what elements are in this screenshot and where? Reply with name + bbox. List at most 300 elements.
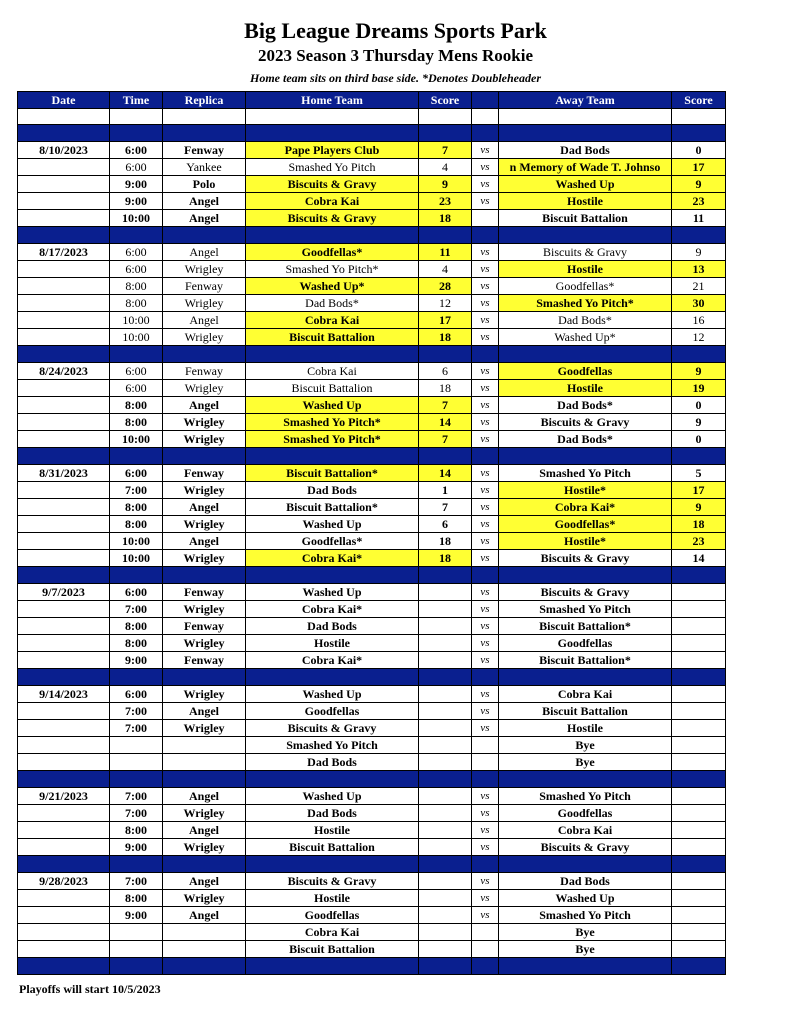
col-header-home-score: Score — [419, 92, 472, 109]
time-cell: 7:00 — [110, 482, 163, 499]
game-row — [18, 210, 726, 227]
field-cell: Wrigley — [163, 482, 246, 499]
field-cell: Wrigley — [163, 601, 246, 618]
empty-cell — [18, 125, 110, 142]
page-title: Big League Dreams Sports Park — [244, 18, 547, 43]
home-team-cell: Pape Players Club — [246, 142, 419, 159]
away-score-cell: 23 — [672, 193, 726, 210]
empty-cell — [419, 771, 472, 788]
time-cell: 10:00 — [110, 312, 163, 329]
date-cell — [18, 295, 110, 312]
home-score-cell — [419, 941, 472, 958]
vs-cell: vs — [472, 244, 499, 261]
time-cell: 10:00 — [110, 210, 163, 227]
home-score-cell: 6 — [419, 363, 472, 380]
away-team-cell: Biscuit Battalion — [499, 210, 672, 227]
date-cell — [18, 312, 110, 329]
empty-cell — [163, 448, 246, 465]
col-header-vs — [472, 92, 499, 109]
game-row — [18, 822, 726, 839]
game-row — [18, 176, 726, 193]
away-score-cell — [672, 788, 726, 805]
empty-cell — [499, 109, 672, 125]
date-cell — [18, 380, 110, 397]
vs-cell: vs — [472, 533, 499, 550]
empty-cell — [110, 958, 163, 975]
date-cell — [18, 533, 110, 550]
away-team-cell: Washed Up* — [499, 329, 672, 346]
game-row — [18, 805, 726, 822]
empty-cell — [246, 771, 419, 788]
empty-cell — [419, 567, 472, 584]
field-cell: Wrigley — [163, 890, 246, 907]
vs-cell: vs — [472, 278, 499, 295]
vs-cell: vs — [472, 873, 499, 890]
home-score-cell: 7 — [419, 142, 472, 159]
vs-cell: vs — [472, 788, 499, 805]
game-row — [18, 295, 726, 312]
away-score-cell — [672, 822, 726, 839]
home-team-cell: Biscuit Battalion — [246, 839, 419, 856]
empty-cell — [419, 669, 472, 686]
away-team-cell: Hostile — [499, 193, 672, 210]
field-cell: Wrigley — [163, 414, 246, 431]
away-team-cell: Bye — [499, 754, 672, 771]
away-score-cell: 17 — [672, 159, 726, 176]
game-row — [18, 907, 726, 924]
game-row — [18, 533, 726, 550]
game-row — [18, 941, 726, 958]
game-row — [18, 788, 726, 805]
date-cell: 8/31/2023 — [18, 465, 110, 482]
away-score-cell: 0 — [672, 142, 726, 159]
date-cell — [18, 737, 110, 754]
field-cell: Wrigley — [163, 550, 246, 567]
away-score-cell: 17 — [672, 482, 726, 499]
empty-cell — [110, 448, 163, 465]
away-team-cell: Dad Bods — [499, 142, 672, 159]
vs-cell: vs — [472, 380, 499, 397]
empty-cell — [246, 958, 419, 975]
empty-cell — [672, 448, 726, 465]
empty-cell — [499, 448, 672, 465]
home-team-cell: Biscuit Battalion* — [246, 465, 419, 482]
home-score-cell — [419, 720, 472, 737]
date-cell: 9/7/2023 — [18, 584, 110, 601]
game-row — [18, 737, 726, 754]
away-team-cell: Goodfellas — [499, 805, 672, 822]
field-cell: Fenway — [163, 652, 246, 669]
date-cell: 8/10/2023 — [18, 142, 110, 159]
date-cell — [18, 652, 110, 669]
empty-cell — [110, 771, 163, 788]
vs-cell: vs — [472, 312, 499, 329]
empty-cell — [110, 567, 163, 584]
time-cell: 6:00 — [110, 584, 163, 601]
empty-cell — [246, 227, 419, 244]
away-score-cell — [672, 907, 726, 924]
vs-cell: vs — [472, 261, 499, 278]
home-team-cell: Goodfellas — [246, 703, 419, 720]
week-separator-row — [18, 227, 726, 244]
home-score-cell — [419, 584, 472, 601]
field-cell: Yankee — [163, 159, 246, 176]
date-cell — [18, 550, 110, 567]
time-cell: 6:00 — [110, 686, 163, 703]
time-cell: 7:00 — [110, 720, 163, 737]
home-score-cell — [419, 618, 472, 635]
empty-cell — [472, 346, 499, 363]
home-team-cell: Biscuit Battalion — [246, 380, 419, 397]
away-team-cell: Biscuit Battalion* — [499, 618, 672, 635]
game-row — [18, 482, 726, 499]
empty-cell — [18, 856, 110, 873]
field-cell: Angel — [163, 907, 246, 924]
time-cell: 8:00 — [110, 635, 163, 652]
home-score-cell — [419, 788, 472, 805]
vs-cell: vs — [472, 601, 499, 618]
game-row — [18, 720, 726, 737]
col-header-time: Time — [110, 92, 163, 109]
schedule-table — [17, 91, 726, 975]
time-cell: 6:00 — [110, 465, 163, 482]
empty-cell — [110, 856, 163, 873]
vs-cell: vs — [472, 890, 499, 907]
game-row — [18, 465, 726, 482]
date-cell — [18, 329, 110, 346]
away-team-cell: Smashed Yo Pitch — [499, 907, 672, 924]
field-cell: Angel — [163, 210, 246, 227]
empty-cell — [499, 771, 672, 788]
week-separator-row — [18, 669, 726, 686]
home-team-cell: Dad Bods — [246, 618, 419, 635]
time-cell: 9:00 — [110, 193, 163, 210]
away-score-cell: 23 — [672, 533, 726, 550]
away-score-cell: 9 — [672, 176, 726, 193]
field-cell: Fenway — [163, 363, 246, 380]
col-header-replica: Replica — [163, 92, 246, 109]
game-row — [18, 839, 726, 856]
date-cell — [18, 278, 110, 295]
away-team-cell: Smashed Yo Pitch* — [499, 295, 672, 312]
col-header-away-team: Away Team — [499, 92, 672, 109]
game-row — [18, 380, 726, 397]
field-cell: Fenway — [163, 465, 246, 482]
vs-cell: vs — [472, 295, 499, 312]
time-cell: 8:00 — [110, 516, 163, 533]
home-team-cell: Cobra Kai* — [246, 652, 419, 669]
empty-cell — [672, 669, 726, 686]
field-cell: Angel — [163, 397, 246, 414]
date-cell: 8/17/2023 — [18, 244, 110, 261]
time-cell: 7:00 — [110, 788, 163, 805]
away-team-cell: Biscuits & Gravy — [499, 244, 672, 261]
date-cell — [18, 720, 110, 737]
date-cell — [18, 618, 110, 635]
empty-cell — [246, 669, 419, 686]
time-cell — [110, 737, 163, 754]
empty-cell — [419, 125, 472, 142]
home-score-cell: 23 — [419, 193, 472, 210]
home-team-cell: Goodfellas — [246, 907, 419, 924]
vs-cell: vs — [472, 159, 499, 176]
empty-cell — [246, 567, 419, 584]
away-score-cell: 12 — [672, 329, 726, 346]
away-score-cell — [672, 720, 726, 737]
home-team-cell: Cobra Kai — [246, 924, 419, 941]
away-team-cell: Smashed Yo Pitch — [499, 465, 672, 482]
vs-cell: vs — [472, 822, 499, 839]
empty-cell — [499, 346, 672, 363]
time-cell: 6:00 — [110, 142, 163, 159]
away-score-cell: 9 — [672, 499, 726, 516]
date-cell — [18, 941, 110, 958]
vs-cell: vs — [472, 635, 499, 652]
home-score-cell: 18 — [419, 533, 472, 550]
vs-cell: vs — [472, 142, 499, 159]
away-score-cell — [672, 839, 726, 856]
empty-cell — [472, 125, 499, 142]
time-cell: 7:00 — [110, 873, 163, 890]
home-team-cell: Hostile — [246, 635, 419, 652]
game-row — [18, 754, 726, 771]
empty-cell — [110, 109, 163, 125]
game-row — [18, 261, 726, 278]
away-team-cell: Biscuits & Gravy — [499, 414, 672, 431]
time-cell: 8:00 — [110, 618, 163, 635]
date-cell: 9/14/2023 — [18, 686, 110, 703]
away-team-cell: Biscuits & Gravy — [499, 584, 672, 601]
date-cell — [18, 499, 110, 516]
away-team-cell: Biscuit Battalion* — [499, 652, 672, 669]
home-team-cell: Washed Up — [246, 788, 419, 805]
home-team-cell: Washed Up — [246, 686, 419, 703]
home-score-cell: 12 — [419, 295, 472, 312]
away-team-cell: Biscuits & Gravy — [499, 550, 672, 567]
time-cell: 8:00 — [110, 822, 163, 839]
home-score-cell — [419, 737, 472, 754]
empty-cell — [246, 448, 419, 465]
empty-cell — [419, 856, 472, 873]
vs-cell: vs — [472, 686, 499, 703]
away-score-cell: 18 — [672, 516, 726, 533]
date-cell — [18, 635, 110, 652]
home-team-cell: Hostile — [246, 822, 419, 839]
field-cell: Angel — [163, 822, 246, 839]
empty-cell — [472, 448, 499, 465]
game-row — [18, 193, 726, 210]
away-score-cell — [672, 601, 726, 618]
away-score-cell — [672, 686, 726, 703]
vs-cell: vs — [472, 465, 499, 482]
home-score-cell: 14 — [419, 414, 472, 431]
empty-cell — [472, 856, 499, 873]
away-team-cell: Goodfellas* — [499, 516, 672, 533]
vs-cell: vs — [472, 397, 499, 414]
home-score-cell: 18 — [419, 210, 472, 227]
empty-cell — [18, 346, 110, 363]
date-cell — [18, 482, 110, 499]
home-score-cell: 18 — [419, 380, 472, 397]
away-score-cell — [672, 703, 726, 720]
empty-cell — [163, 346, 246, 363]
time-cell — [110, 941, 163, 958]
empty-cell — [419, 958, 472, 975]
empty-cell — [499, 125, 672, 142]
game-row — [18, 584, 726, 601]
home-score-cell — [419, 635, 472, 652]
home-score-cell: 18 — [419, 550, 472, 567]
away-team-cell: Goodfellas — [499, 363, 672, 380]
game-row — [18, 924, 726, 941]
col-header-home-team: Home Team — [246, 92, 419, 109]
field-cell: Angel — [163, 312, 246, 329]
empty-cell — [472, 227, 499, 244]
away-team-cell: Smashed Yo Pitch — [499, 601, 672, 618]
game-row — [18, 686, 726, 703]
empty-cell — [672, 109, 726, 125]
field-cell: Wrigley — [163, 261, 246, 278]
away-team-cell: Dad Bods* — [499, 431, 672, 448]
home-score-cell — [419, 686, 472, 703]
game-row — [18, 244, 726, 261]
field-cell — [163, 941, 246, 958]
home-team-cell: Smashed Yo Pitch* — [246, 414, 419, 431]
empty-cell — [419, 109, 472, 125]
field-cell: Wrigley — [163, 380, 246, 397]
time-cell: 10:00 — [110, 431, 163, 448]
home-score-cell: 1 — [419, 482, 472, 499]
vs-cell — [472, 737, 499, 754]
field-cell: Angel — [163, 244, 246, 261]
away-score-cell: 13 — [672, 261, 726, 278]
empty-cell — [672, 771, 726, 788]
blank-row — [18, 109, 726, 125]
empty-cell — [163, 109, 246, 125]
vs-cell: vs — [472, 363, 499, 380]
home-score-cell: 9 — [419, 176, 472, 193]
time-cell: 7:00 — [110, 601, 163, 618]
time-cell: 9:00 — [110, 907, 163, 924]
home-team-cell: Dad Bods — [246, 482, 419, 499]
empty-cell — [246, 125, 419, 142]
empty-cell — [419, 346, 472, 363]
empty-cell — [499, 958, 672, 975]
away-score-cell: 16 — [672, 312, 726, 329]
empty-cell — [472, 958, 499, 975]
table-header-row — [18, 92, 726, 109]
game-row — [18, 142, 726, 159]
home-score-cell — [419, 924, 472, 941]
vs-cell: vs — [472, 499, 499, 516]
home-team-cell: Cobra Kai — [246, 312, 419, 329]
game-row — [18, 414, 726, 431]
home-team-cell: Smashed Yo Pitch — [246, 159, 419, 176]
home-team-cell: Goodfellas* — [246, 533, 419, 550]
week-separator-row — [18, 958, 726, 975]
away-team-cell: Dad Bods* — [499, 397, 672, 414]
empty-cell — [499, 856, 672, 873]
home-score-cell — [419, 822, 472, 839]
field-cell: Wrigley — [163, 720, 246, 737]
empty-cell — [419, 227, 472, 244]
field-cell: Fenway — [163, 584, 246, 601]
empty-cell — [246, 109, 419, 125]
home-team-cell: Cobra Kai* — [246, 550, 419, 567]
home-score-cell — [419, 703, 472, 720]
empty-cell — [472, 567, 499, 584]
away-team-cell: Hostile — [499, 720, 672, 737]
away-team-cell: Hostile — [499, 380, 672, 397]
empty-cell — [499, 567, 672, 584]
field-cell: Wrigley — [163, 295, 246, 312]
empty-cell — [163, 856, 246, 873]
away-score-cell: 0 — [672, 431, 726, 448]
away-team-cell: Goodfellas — [499, 635, 672, 652]
game-row — [18, 329, 726, 346]
game-row — [18, 550, 726, 567]
away-score-cell — [672, 805, 726, 822]
home-team-cell: Smashed Yo Pitch* — [246, 261, 419, 278]
game-row — [18, 312, 726, 329]
home-score-cell: 14 — [419, 465, 472, 482]
away-team-cell: Bye — [499, 941, 672, 958]
empty-cell — [18, 669, 110, 686]
date-cell — [18, 805, 110, 822]
home-team-cell: Washed Up — [246, 516, 419, 533]
away-team-cell: Biscuit Battalion — [499, 703, 672, 720]
away-score-cell — [672, 890, 726, 907]
vs-cell: vs — [472, 329, 499, 346]
home-team-cell: Dad Bods* — [246, 295, 419, 312]
home-team-cell: Cobra Kai — [246, 363, 419, 380]
date-cell — [18, 907, 110, 924]
away-score-cell: 9 — [672, 363, 726, 380]
empty-cell — [163, 771, 246, 788]
home-score-cell — [419, 890, 472, 907]
home-score-cell — [419, 839, 472, 856]
week-separator-row — [18, 856, 726, 873]
date-cell — [18, 414, 110, 431]
game-row — [18, 618, 726, 635]
week-separator-row — [18, 567, 726, 584]
field-cell: Wrigley — [163, 839, 246, 856]
empty-cell — [163, 227, 246, 244]
empty-cell — [672, 346, 726, 363]
date-cell — [18, 210, 110, 227]
home-team-cell: Dad Bods — [246, 754, 419, 771]
empty-cell — [499, 227, 672, 244]
away-team-cell: Goodfellas* — [499, 278, 672, 295]
field-cell: Wrigley — [163, 431, 246, 448]
away-score-cell — [672, 737, 726, 754]
field-cell: Angel — [163, 703, 246, 720]
field-cell: Angel — [163, 873, 246, 890]
time-cell: 6:00 — [110, 159, 163, 176]
date-cell: 9/28/2023 — [18, 873, 110, 890]
time-cell: 9:00 — [110, 839, 163, 856]
away-score-cell: 21 — [672, 278, 726, 295]
away-team-cell: Biscuits & Gravy — [499, 839, 672, 856]
date-cell — [18, 839, 110, 856]
empty-cell — [499, 669, 672, 686]
home-team-cell: Smashed Yo Pitch — [246, 737, 419, 754]
vs-cell: vs — [472, 805, 499, 822]
empty-cell — [672, 125, 726, 142]
date-cell — [18, 822, 110, 839]
home-team-cell: Dad Bods — [246, 805, 419, 822]
home-team-cell: Biscuits & Gravy — [246, 176, 419, 193]
